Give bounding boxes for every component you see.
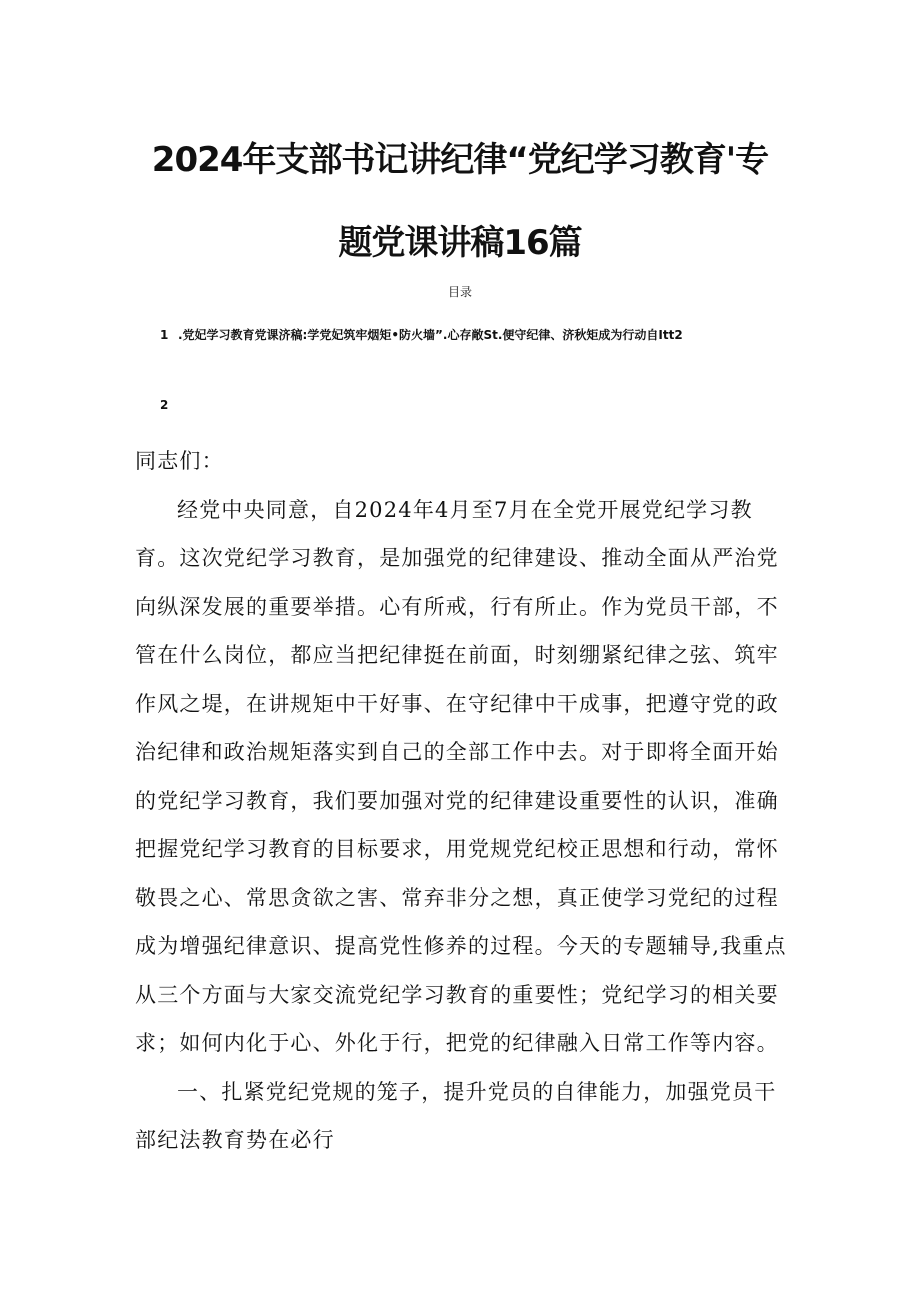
document-title-line-1: 2024年支部书记讲纪律“党纪学习教育'专 bbox=[151, 140, 769, 180]
section-heading-1: 一、扎紧党纪党规的笼子，提升党员的自律能力，加强党员干部纪法教育势在必行 bbox=[135, 1079, 777, 1152]
document-title-line-2: 题党课讲稿16篇 bbox=[338, 223, 582, 263]
toc-entry[interactable] bbox=[160, 326, 860, 343]
document-body bbox=[135, 437, 795, 1165]
toc-heading: 目录 bbox=[447, 285, 472, 299]
toc-entry-page-number: 2 bbox=[160, 398, 169, 412]
toc-entry-text: .党妃学习教育党课济稿:学党妃筑牢烟矩•防火墙”.心存敞St.便守纪律、济秋矩成为行动自Itt2 bbox=[178, 328, 683, 342]
salutation: 同志们： bbox=[135, 449, 224, 473]
toc-entry-number: 1 bbox=[160, 328, 169, 342]
body-paragraph-intro: 经党中央同意，自2024年4月至7月在全党开展党纪学习教育。这次党纪学习教育，是加强党的纪律建设、推动全面从严治党向纵深发展的重要举措。心有所戒，行有所止。作为党员干部，不管在什么岗位，都应当把纪律挺在前面，时刻绷紧纪律之弦、筑牢作风之堤，在讲规矩中干好事、在守纪律中干成事，把遵守党的政治纪律和政治规矩落实到自己的全部工作中去。对于即将全面开始的党纪学习教育，我们要加强对党的纪律建设重要性的认识，准确把握党纪学习教育的目标要求，用党规党纪校正思想和行动，常怀敬畏之心、常思贪欲之害、常弃非分之想，真正使学习党纪的过程成为增强纪律意识、提高党性修养的过程。今天的专题辅导,我重点从三个方面与大家交流党纪学习教育的重要性；党纪学习的相关要求；如何内化于心、外化于行，把党的纪律融入日常工作等内容。 bbox=[135, 497, 787, 1055]
